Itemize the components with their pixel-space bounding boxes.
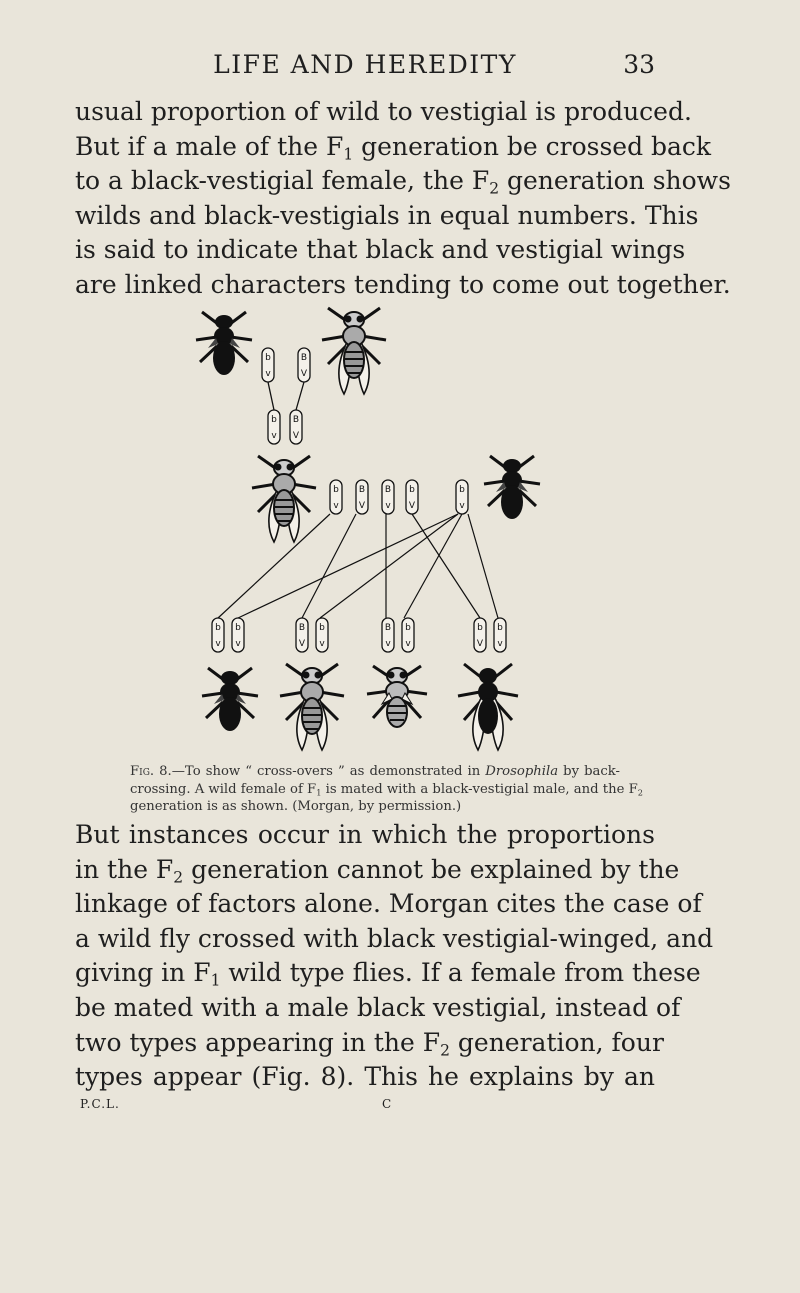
- paragraph-line: But if a male of the $F_1$ generation be crossed back: [75, 131, 712, 164]
- f2-grey-vestigial-fly: [367, 666, 427, 727]
- chromosome-label: V: [298, 639, 306, 649]
- page-number: 33: [623, 50, 655, 79]
- chromosome-label: B: [298, 623, 306, 633]
- caption-line: Fig. 8.—To show “ cross-overs ” as demonstrated in Drosophila by back-: [130, 764, 620, 779]
- paragraph-line: be mated with a male black vestigial, instead of: [75, 992, 681, 1022]
- chromosome-label: v: [405, 639, 411, 649]
- paragraph-line: two types appearing in the $F_2$ generation, four: [75, 1027, 664, 1060]
- paragraph-1: [75, 95, 731, 303]
- chromosome-label: V: [358, 501, 366, 511]
- chromosome-label: b: [319, 623, 325, 633]
- chromosome-label: b: [409, 485, 415, 495]
- chromosome-label: B: [384, 485, 392, 495]
- paragraph-line: linkage of factors alone. Morgan cites the case of: [75, 889, 702, 919]
- cross-lines: [218, 514, 498, 618]
- chromosome-label: v: [235, 639, 241, 649]
- paragraph-2: [75, 818, 714, 1095]
- wild-parent-fly: [322, 308, 386, 394]
- chromosome-label: b: [215, 623, 221, 633]
- chromosome-label: B: [292, 415, 300, 425]
- f2-black-long-winged-fly: [458, 664, 518, 750]
- chromosome-label: B: [358, 485, 366, 495]
- paragraph-line: usual proportion of wild to vestigial is produced.: [75, 97, 692, 126]
- running-header: [75, 50, 655, 90]
- chromosome-label: B: [300, 353, 308, 363]
- chromosome-label: v: [319, 639, 325, 649]
- chromosome-label: b: [235, 623, 241, 633]
- black-vestigial-male-fly: [484, 456, 540, 519]
- paragraph-line: to a black-vestigial female, the $F_2$ generation shows: [75, 166, 731, 198]
- black-vestigial-parent-fly: [196, 312, 252, 375]
- chromosome-label: b: [497, 623, 503, 633]
- figure-caption: [130, 763, 643, 816]
- paragraph-line: are linked characters tending to come out together.: [75, 269, 731, 299]
- signature-mark: P.C.L.: [80, 1097, 120, 1111]
- chromosome-label: b: [265, 353, 271, 363]
- paragraph-line: wilds and black-vestigials in equal numbers. This: [75, 200, 699, 230]
- chromosome-label: V: [292, 431, 300, 441]
- chromosome-label: v: [271, 431, 277, 441]
- chromosome-label: b: [271, 415, 277, 425]
- chromosome-label: b: [333, 485, 339, 495]
- paragraph-line: is said to indicate that black and vestigial wings: [75, 235, 686, 265]
- f2-chromosomes: [212, 618, 506, 652]
- chromosome-label: v: [333, 501, 339, 511]
- figure-8-diagram: [190, 300, 560, 755]
- chromosome-label: v: [385, 639, 391, 649]
- chromosome-label: v: [265, 369, 271, 379]
- chromosome-label: b: [405, 623, 411, 633]
- paragraph-line: in the $F_2$ generation cannot be explained by the: [75, 854, 680, 887]
- chromosome-label: v: [385, 501, 391, 511]
- paragraph-line: But instances occur in which the proportions: [75, 820, 655, 849]
- chromosome-label: V: [408, 501, 416, 511]
- chromosome-label: b: [477, 623, 483, 633]
- signature-letter: C: [382, 1097, 392, 1111]
- f1-wild-female-fly: [252, 456, 316, 542]
- chromosome-label: b: [459, 485, 465, 495]
- paragraph-line: types appear (Fig. 8). This he explains by an: [75, 1062, 655, 1092]
- chromosome-label: V: [300, 369, 308, 379]
- chromosome-label: B: [384, 623, 392, 633]
- paragraph-line: giving in $F_1$ wild type flies. If a female from these: [75, 958, 701, 991]
- chromosome-label: v: [215, 639, 221, 649]
- f2-black-vestigial-fly: [202, 668, 258, 731]
- chromosome-label: V: [476, 639, 484, 649]
- f1-chromosomes: [330, 480, 468, 514]
- caption-line: crossing. A wild female of $F_1$ is mated with a black-vestigial male, and the $F_2$: [130, 781, 643, 797]
- chromosome-label: v: [497, 639, 503, 649]
- crossover-diagram: [190, 300, 560, 755]
- f2-wild-fly: [280, 664, 344, 750]
- running-title: LIFE AND HEREDITY: [213, 50, 517, 79]
- paragraph-line: a wild fly crossed with black vestigial-winged, and: [75, 923, 714, 953]
- caption-line: generation is as shown. (Morgan, by permission.): [130, 799, 462, 814]
- chromosome-label: v: [459, 501, 465, 511]
